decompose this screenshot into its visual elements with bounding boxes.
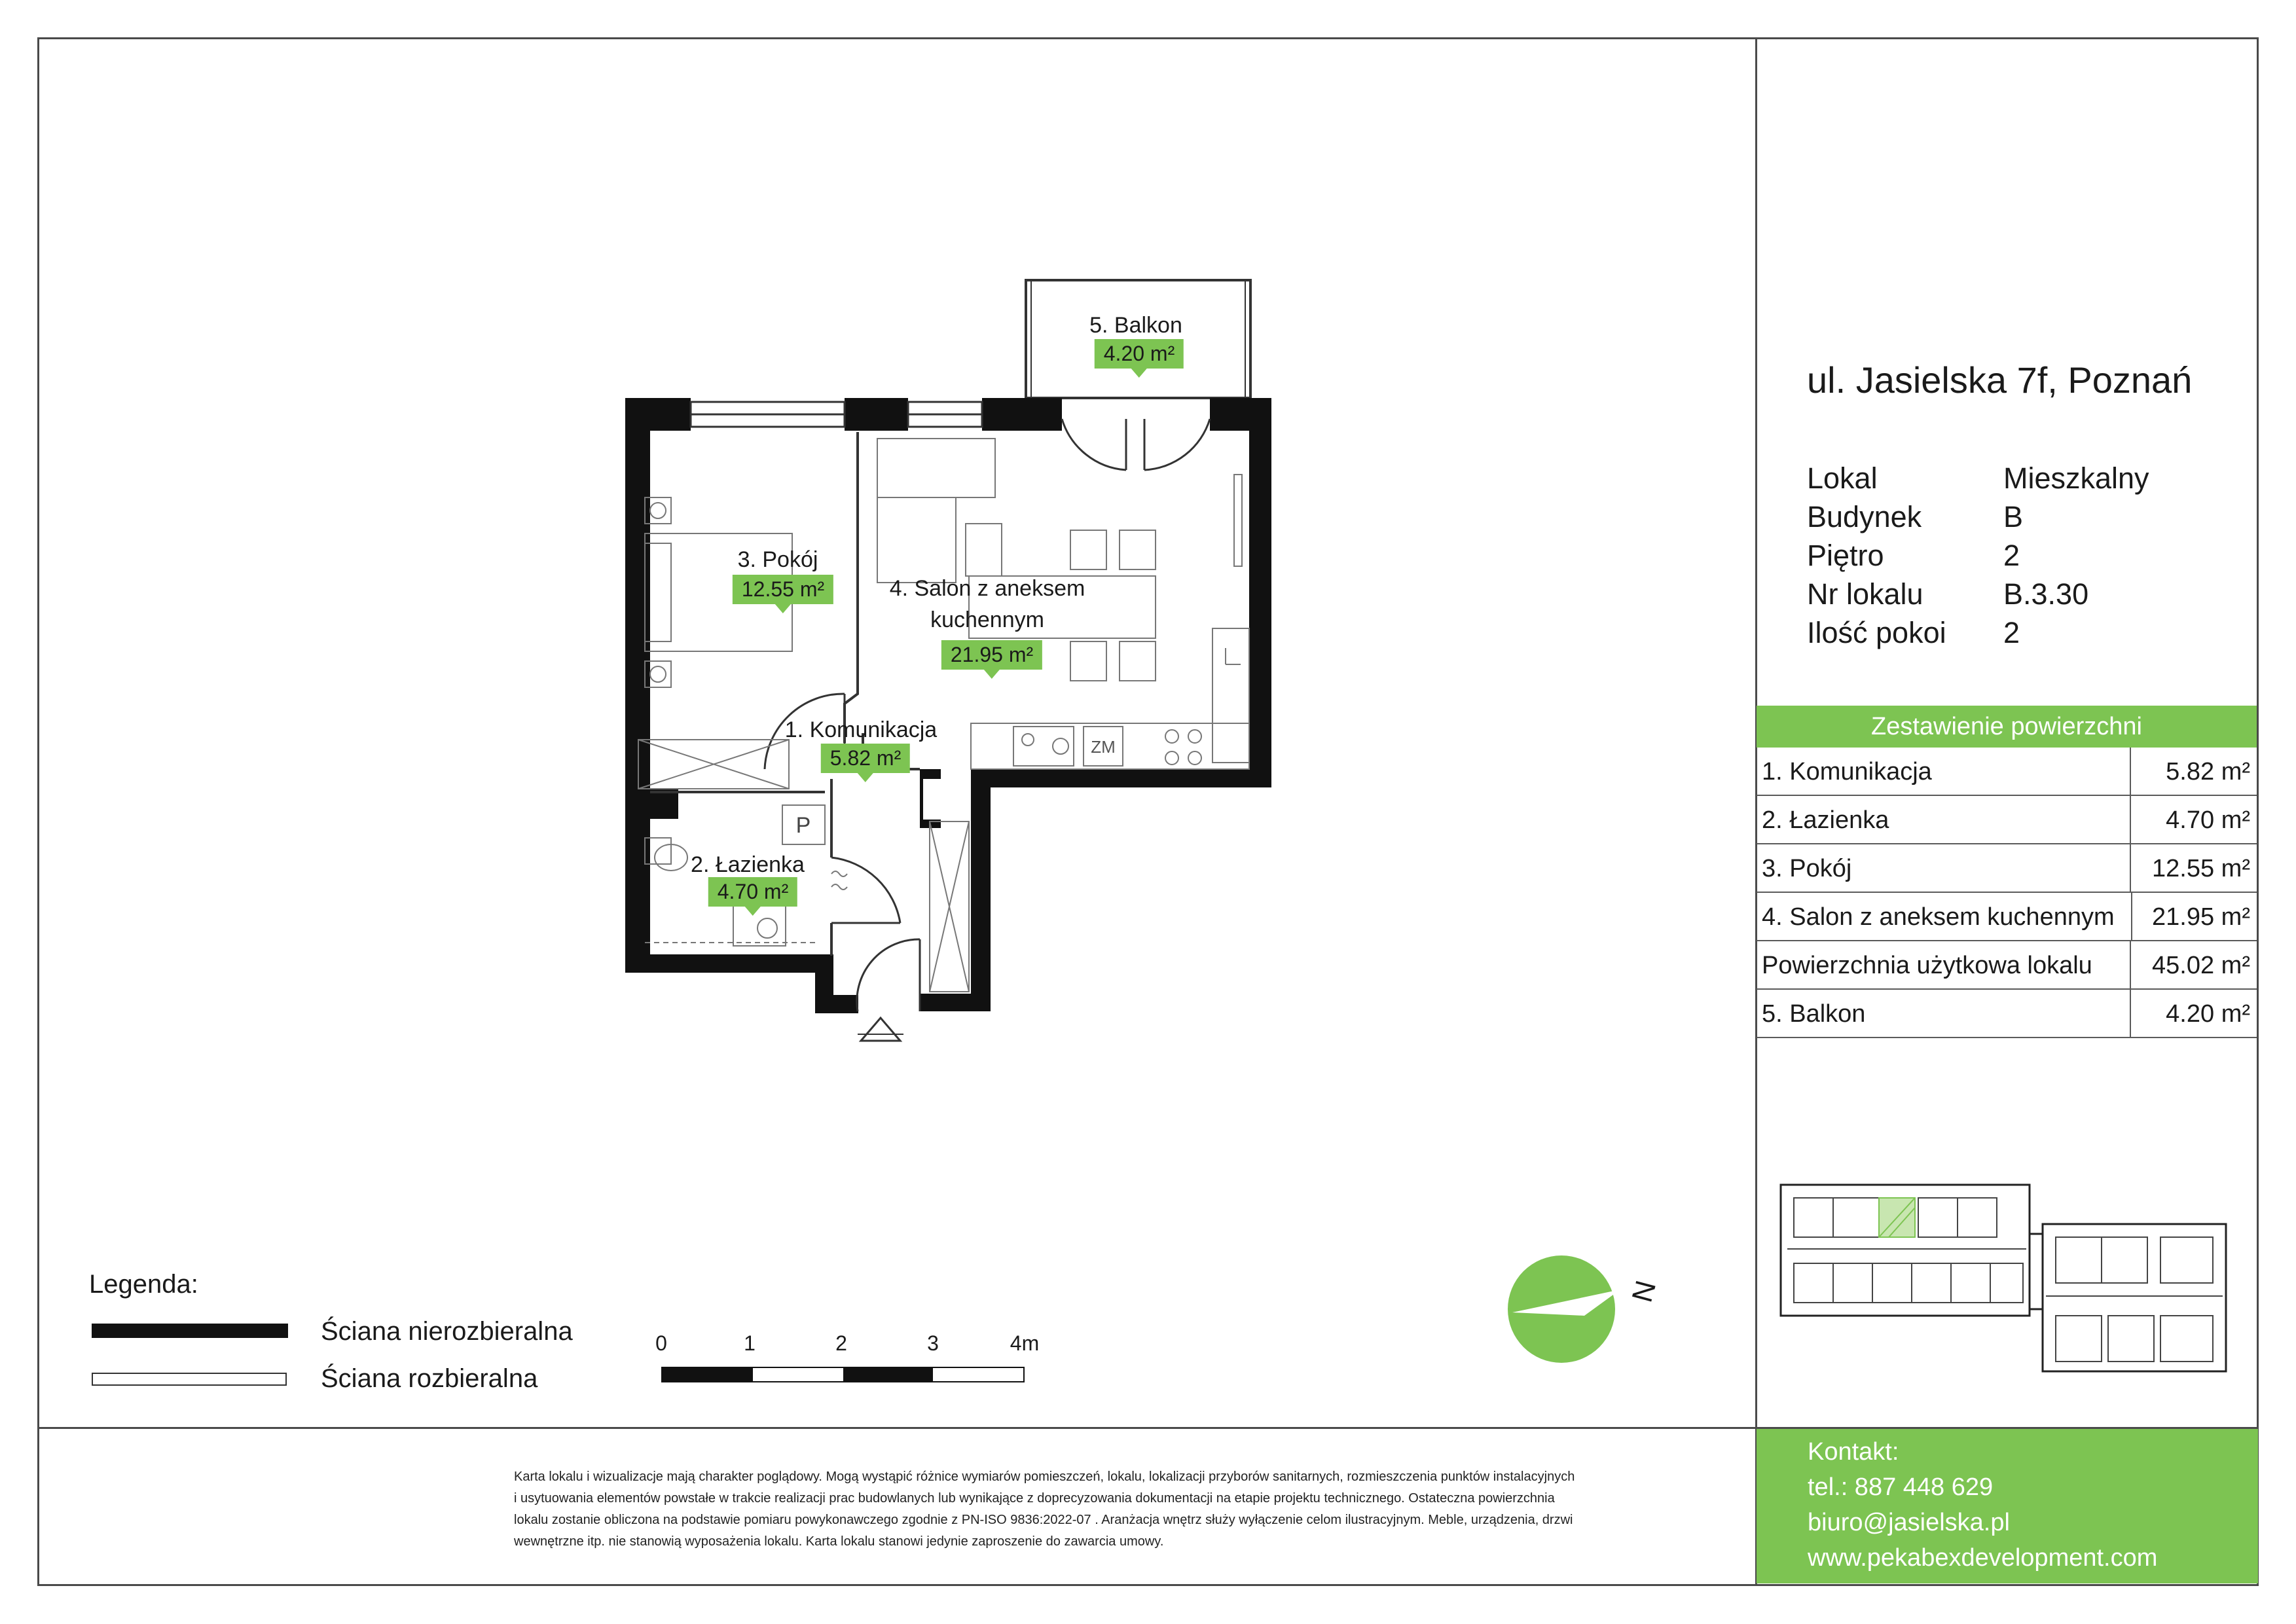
disclaimer-line: wewnętrzne itp. nie stanowią wyposażenia lokalu. Karta lokalu stanowi jedynie zaproszenie do zawarcia umowy.	[514, 1534, 1164, 1549]
address-heading: ul. Jasielska 7f, Poznań	[1807, 359, 2193, 401]
scale-tick-1: 1	[744, 1331, 756, 1355]
info-key: Nr lokalu	[1807, 577, 1923, 611]
contact-phone[interactable]: tel.: 887 448 629	[1808, 1473, 1994, 1501]
summary-title: Zestawienie powierzchni	[1757, 706, 2257, 748]
summary-row	[1757, 893, 2257, 941]
summary-row	[1757, 748, 2257, 796]
scale-segment	[753, 1368, 843, 1381]
summary-room-name: 3. Pokój	[1762, 855, 1852, 882]
info-value: B	[2003, 500, 2024, 533]
summary-divider	[2130, 748, 2131, 795]
info-value: Mieszkalny	[2003, 461, 2149, 495]
contact-email[interactable]: biuro@jasielska.pl	[1808, 1509, 2010, 1536]
legend-swatch-load-bearing	[92, 1324, 288, 1338]
legend-load-bearing-label: Ściana nierozbieralna	[321, 1317, 573, 1346]
summary-room-area: 5.82 m²	[2166, 758, 2250, 785]
room-label-komunikacja: 1. Komunikacja	[784, 717, 938, 742]
scale-segment	[663, 1368, 753, 1381]
scale-tick-4: 4m	[1010, 1331, 1040, 1355]
scale-tick-0: 0	[655, 1331, 667, 1355]
summary-row	[1757, 990, 2257, 1038]
summary-room-area: 4.20 m²	[2166, 1000, 2250, 1028]
info-key: Budynek	[1807, 500, 1922, 533]
room-label-pokoj: 3. Pokój	[737, 547, 818, 572]
room-label-lazienka: 2. Łazienka	[691, 852, 805, 877]
contact-website[interactable]: www.pekabexdevelopment.com	[1808, 1544, 2158, 1572]
summary-room-area: 45.02 m²	[2152, 952, 2250, 979]
scale-segment	[933, 1368, 1023, 1381]
area-tag-lazienka: 4.70 m²	[708, 877, 797, 907]
area-tag-komunikacja: 5.82 m²	[821, 744, 910, 773]
summary-row	[1757, 796, 2257, 844]
info-value: 2	[2003, 539, 2020, 572]
info-key: Piętro	[1807, 539, 1884, 572]
summary-room-area: 21.95 m²	[2152, 903, 2250, 931]
area-tag-salon: 21.95 m²	[941, 640, 1042, 670]
load-bearing-walls	[625, 398, 1271, 1013]
room-label-salon-line2: kuchennym	[930, 607, 1044, 632]
zm-fixture-label: ZM	[1091, 737, 1116, 757]
summary-divider	[2130, 796, 2131, 843]
room-label-balkon: 5. Balkon	[1089, 313, 1182, 338]
contact-box	[1757, 1429, 2258, 1583]
scale-bar	[661, 1367, 1025, 1382]
contact-title: Kontakt:	[1808, 1438, 1899, 1466]
summary-room-name: 1. Komunikacja	[1762, 758, 1932, 785]
info-value: B.3.30	[2003, 577, 2089, 611]
area-summary-table	[1757, 706, 2257, 1038]
summary-divider	[2130, 990, 2131, 1037]
hall-wardrobe	[930, 821, 969, 992]
windows	[691, 402, 982, 427]
summary-divider	[2131, 893, 2132, 940]
disclaimer	[514, 1466, 1705, 1553]
info-key: Lokal	[1807, 461, 1878, 495]
summary-room-name: 4. Salon z aneksem kuchennym	[1762, 903, 2115, 931]
scale-tick-3: 3	[927, 1331, 939, 1355]
summary-room-name: 5. Balkon	[1762, 1000, 1866, 1028]
summary-divider	[2130, 844, 2131, 892]
p-fixture-label: P	[795, 813, 811, 838]
building-key-plan	[1768, 1172, 2246, 1388]
area-tag-pokoj: 12.55 m²	[733, 575, 833, 604]
area-tag-balkon: 4.20 m²	[1095, 339, 1184, 369]
summary-room-area: 4.70 m²	[2166, 806, 2250, 834]
scale-segment	[843, 1368, 934, 1381]
summary-row	[1757, 941, 2257, 990]
summary-room-name: Powierzchnia użytkowa lokalu	[1762, 952, 2092, 979]
legend-title: Legenda:	[89, 1270, 198, 1299]
disclaimer-line: lokalu zostanie obliczona na podstawie pomiaru powykonawczego zgodnie z PN-ISO 9836:2022-07 . Aranżacja wnętrz służy wyłączenie celom ilustracyjnym. Meble, urządzenia, drzwi	[514, 1513, 1573, 1527]
summary-divider	[2130, 941, 2131, 988]
summary-room-area: 12.55 m²	[2152, 855, 2250, 882]
legend-swatch-partition	[92, 1373, 287, 1386]
scale-tick-2: 2	[835, 1331, 847, 1355]
compass-north-label: N	[1626, 1277, 1663, 1306]
summary-row	[1757, 844, 2257, 893]
legend-partition-label: Ściana rozbieralna	[321, 1364, 538, 1393]
room-label-salon-line1: 4. Salon z aneksem	[889, 576, 1085, 601]
compass-icon	[1506, 1250, 1669, 1368]
info-key: Ilość pokoi	[1807, 616, 1946, 649]
disclaimer-line: Karta lokalu i wizualizacje mają charakter poglądowy. Mogą wystąpić różnice wymiarów pomieszczeń, lokalu, lokalizacji przyborów sanitarnych, rozmieszczenia punktów instalacyjnych	[514, 1470, 1575, 1484]
info-value: 2	[2003, 616, 2020, 649]
disclaimer-line: i usytuowania elementów powstałe w trakcie realizacji prac budowlanych lub wynikające z doprecyzowania dokumentacji na etapie projektu technicznego. Ostateczna powierzchnia	[514, 1491, 1555, 1506]
summary-room-name: 2. Łazienka	[1762, 806, 1889, 834]
